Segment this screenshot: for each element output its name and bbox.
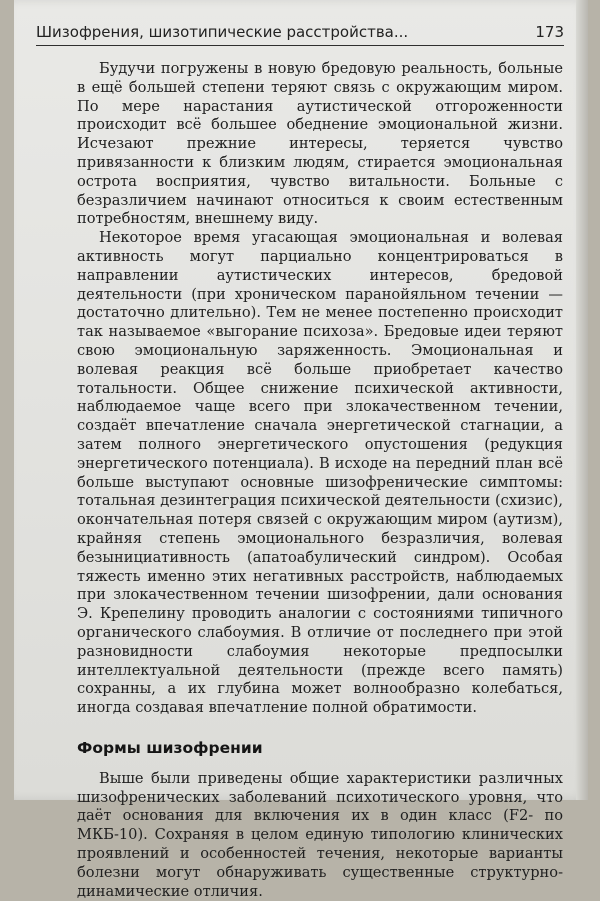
paragraph-2: Некоторое время угасающая эмоциональная и волевая активность могут парциально концентрироваться в направлении аутистических интересов, бредовой деятельности (при хроническом паранойяльном течении — достаточно длительно). Тем не менее постепенно происходит так называемое «выгорание психоза». Бредовые идеи теряют свою эмоциональную заряженность. Эмоциональная и волевая реакция всё больше приобретает качество тотальности. Общее снижение психической активности, наблюдаемое чаще всего при злокачественном течении, создаёт впечатление сначала энергетической стагнации, а затем полного энергетического опустошения (редукция энергетического потенциала). В исходе на передний план всё больше выступают основные шизофренические симптомы: тотальная дезинтеграция психической деятельности (схизис), окончательная потеря связей с окружающим миром (аутизм), крайняя степень эмоционального безразличия, волевая безынициативность (апатоабулический синдром). Особая тяжесть именно этих негативных расстройств, наблюдаемых при злокачественном течении шизофрении, дали основания Э. Крепелину проводить аналогии с состояниями типичного органического слабоумия. В отличие от последнего при этой разновидности слабоумия некоторые предпосылки интеллектуальной деятельности (прежде всего память) сохранны, а их глубина может волнообразно колебаться, иногда создавая впечатление полной обратимости. <box>77 229 563 717</box>
page-spine-shadow <box>576 0 588 800</box>
book-page <box>14 0 588 900</box>
page-number: 173 <box>535 23 564 41</box>
running-title: Шизофрения, шизотипические расстройства... <box>36 23 409 41</box>
page-content <box>77 60 563 901</box>
section-paragraph: Выше были приведены общие характеристики различных шизофренических заболеваний психотического уровня, что даёт основания для включения их в один класс (F2- по МКБ-10). Сохраняя в целом единую типологию клинических проявлений и особенностей течения, некоторые варианты болезни могут обнаруживать существенные структурно-динамические отличия. <box>77 769 563 900</box>
running-header <box>36 20 564 46</box>
section-heading: Формы шизофрении <box>77 738 263 757</box>
paragraph-1: Будучи погружены в новую бредовую реальность, больные в ещё большей степени теряют связь с окружающим миром. По мере нарастания аутистической отгороженности происходит всё большее обеднение эмоциональной жизни. Исчезают прежние интересы, теряется чувство привязанности к близким людям, стирается эмоциональная острота восприятия, чувство витальности. Больные с безразличием начинают относиться к своим естественным потребностям, внешнему виду. <box>77 60 563 228</box>
